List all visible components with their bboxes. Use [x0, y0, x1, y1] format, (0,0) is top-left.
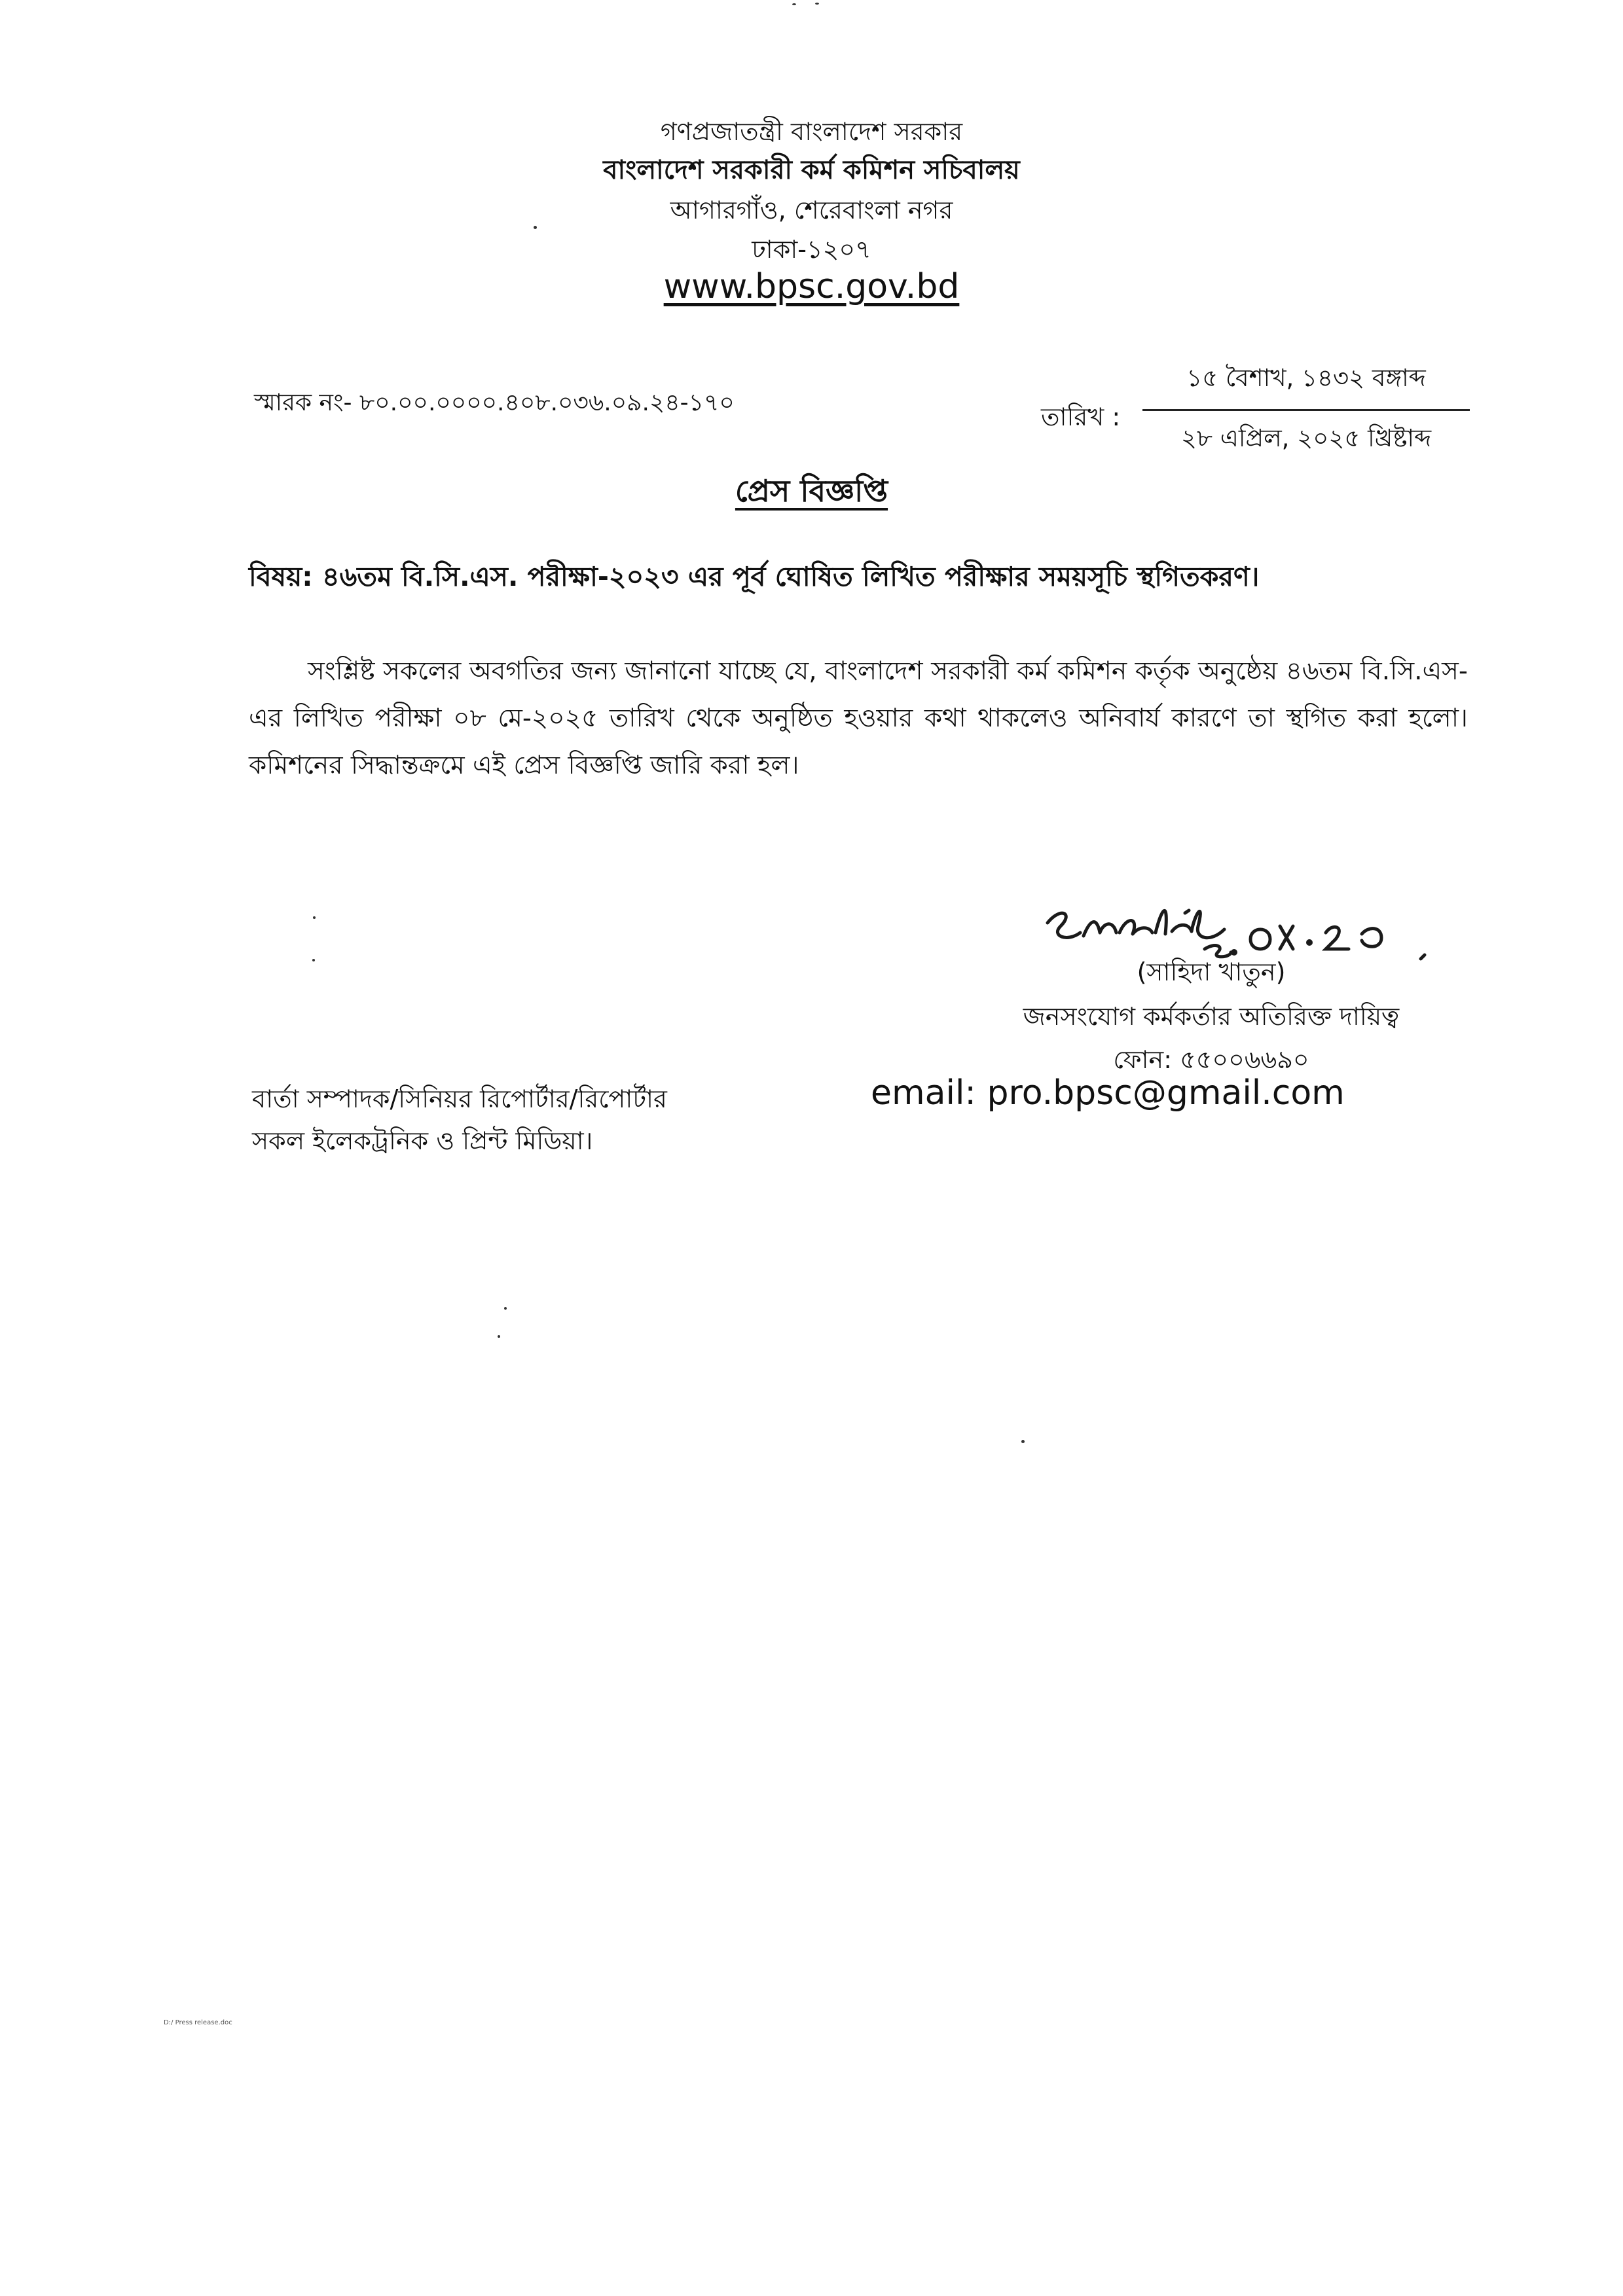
- date-gregorian: ২৮ এপ্রিল, ২০২৫ খ্রিষ্টাব্দ: [1180, 424, 1432, 452]
- date-label: তারিখ :: [1041, 403, 1121, 431]
- scan-speck: [534, 226, 537, 229]
- date-bangla: ১৫ বৈশাখ, ১৪৩২ বঙ্গাব্দ: [1142, 359, 1470, 411]
- scan-speck: [1021, 1440, 1025, 1443]
- scan-speck: [313, 916, 316, 919]
- body-paragraph: সংশ্লিষ্ট সকলের অবগতির জন্য জানানো যাচ্ছে যে, বাংলাদেশ সরকারী কর্ম কমিশন কর্তৃক অনুষ্ঠেয় ৪৬তম বি.সি.এস-এর লিখিত পরীক্ষা ০৮ মে-২০২৫ তারিখ থেকে অনুষ্ঠিত হওয়ার কথা থাকলেও অনিবার্য কারণে তা স্থগিত করা হলো। কমিশনের সিদ্ধান্তক্রমে এই প্রেস বিজ্ঞপ্তি জারি করা হল।: [249, 656, 1468, 780]
- office-address: আগারগাঁও, শেরেবাংলা নগর: [670, 196, 953, 224]
- scan-speck: [312, 959, 315, 961]
- scan-speck: [815, 3, 819, 5]
- footer-file-path: D:/ Press release.doc: [164, 2019, 232, 2026]
- scan-speck: [498, 1335, 500, 1338]
- office-city: ঢাকা-১২০৭: [752, 235, 871, 264]
- recipient-line-1: বার্তা সম্পাদক/সিনিয়র রিপোর্টার/রিপোর্টার: [252, 1085, 667, 1113]
- page-title: প্রেস বিজ্ঞপ্তি: [735, 473, 888, 509]
- signatory-designation: জনসংযোগ কর্মকর্তার অতিরিক্ত দায়িত্ব: [1023, 1002, 1400, 1031]
- website-link[interactable]: www.bpsc.gov.bd: [663, 267, 960, 306]
- date-block: [1142, 359, 1470, 460]
- scan-speck: [504, 1307, 507, 1310]
- office-name: বাংলাদেশ সরকারী কর্ম কমিশন সচিবালয়: [603, 155, 1020, 185]
- government-name: গণপ্রজাতন্ত্রী বাংলাদেশ সরকার: [660, 117, 963, 146]
- recipient-line-2: সকল ইলেকট্রনিক ও প্রিন্ট মিডিয়া।: [252, 1126, 593, 1155]
- signatory-email[interactable]: email: pro.bpsc@gmail.com: [871, 1073, 1345, 1113]
- scan-speck: [792, 3, 796, 5]
- signatory-name: (সাহিদা খাতুন): [1137, 958, 1286, 986]
- subject-line: বিষয়: ৪৬তম বি.সি.এস. পরীক্ষা-২০২৩ এর পূর্ব ঘোষিত লিখিত পরীক্ষার সময়সূচি স্থগিতকরণ।: [249, 561, 1260, 592]
- memo-reference: স্মারক নং- ৮০.০০.০০০০.৪০৮.০৩৬.০৯.২৪-১৭০: [254, 389, 735, 416]
- signatory-phone: ফোন: ৫৫০০৬৬৯০: [1113, 1045, 1309, 1074]
